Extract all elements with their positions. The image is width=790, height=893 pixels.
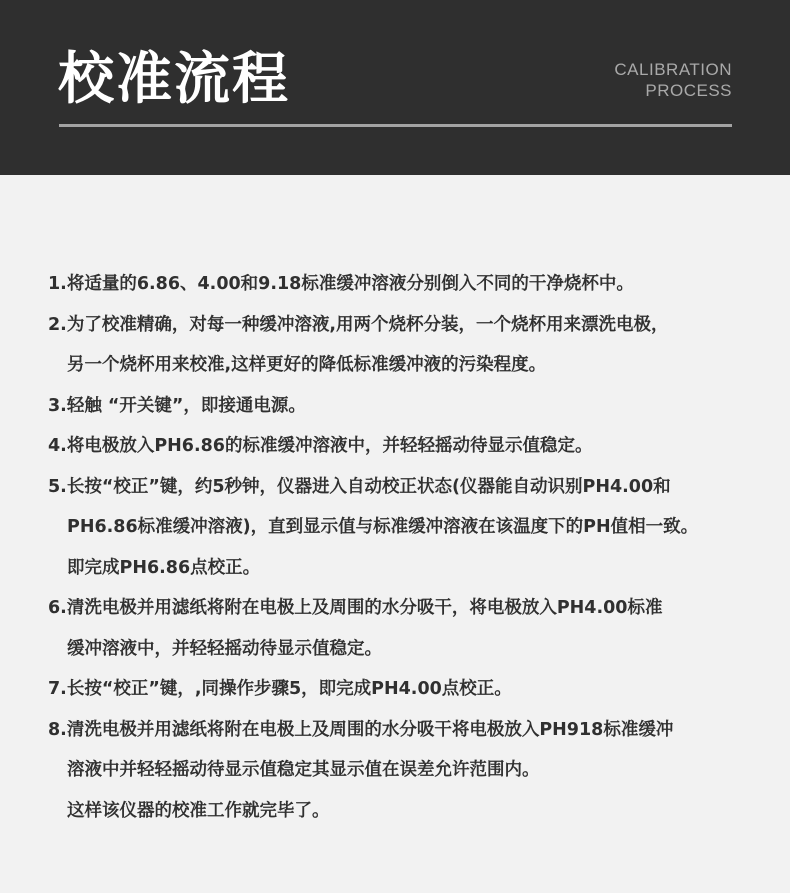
calibration-steps <box>0 264 790 831</box>
step-7-line-1: 7.长按“校正”键，,同操作步骤5，即完成PH4.00点校正。 <box>48 679 512 699</box>
step-4-line-1: 4.将电极放入PH6.86的标准缓冲溶液中，并轻轻摇动待显示值稳定。 <box>48 436 593 456</box>
step-6-line-1: 6.清洗电极并用滤纸将附在电极上及周围的水分吸干，将电极放入PH4.00标准 <box>48 598 663 618</box>
step-8-line-1: 8.清洗电极并用滤纸将附在电极上及周围的水分吸干将电极放入PH918标准缓冲 <box>48 719 674 740</box>
step-8-line-2: 溶液中并轻轻摇动待显示值稳定其显示值在误差允许范围内。 <box>67 760 540 780</box>
step-8-line-3: 这样该仪器的校准工作就完毕了。 <box>67 800 330 821</box>
subtitle-line-1: CALIBRATION <box>614 60 732 79</box>
subtitle-line-2: PROCESS <box>645 81 732 100</box>
step-6-line-2: 缓冲溶液中，并轻轻摇动待显示值稳定。 <box>67 638 382 659</box>
step-5-line-2: PH6.86标准缓冲溶液)，直到显示值与标准缓冲溶液在该温度下的PH值相一致。 <box>67 517 699 537</box>
step-2-line-2: 另一个烧杯用来校准,这样更好的降低标准缓冲液的污染程度。 <box>67 355 547 375</box>
page-title: 校准流程 <box>58 47 290 112</box>
header-divider <box>59 124 732 127</box>
page-subtitle <box>614 59 732 101</box>
step-1-line-1: 1.将适量的6.86、4.00和9.18标准缓冲溶液分别倒入不同的干净烧杯中。 <box>48 274 634 294</box>
step-3-line-1: 3.轻触 “开关键”，即接通电源。 <box>48 395 306 416</box>
step-5-line-1: 5.长按“校正”键，约5秒钟，仪器进入自动校正状态(仪器能自动识别PH4.00和 <box>48 476 671 497</box>
step-2-line-1: 2.为了校准精确，对每一种缓冲溶液,用两个烧杯分装，一个烧杯用来漂洗电极， <box>48 314 669 335</box>
step-5-line-3: 即完成PH6.86点校正。 <box>67 557 261 578</box>
header-banner <box>0 0 790 175</box>
